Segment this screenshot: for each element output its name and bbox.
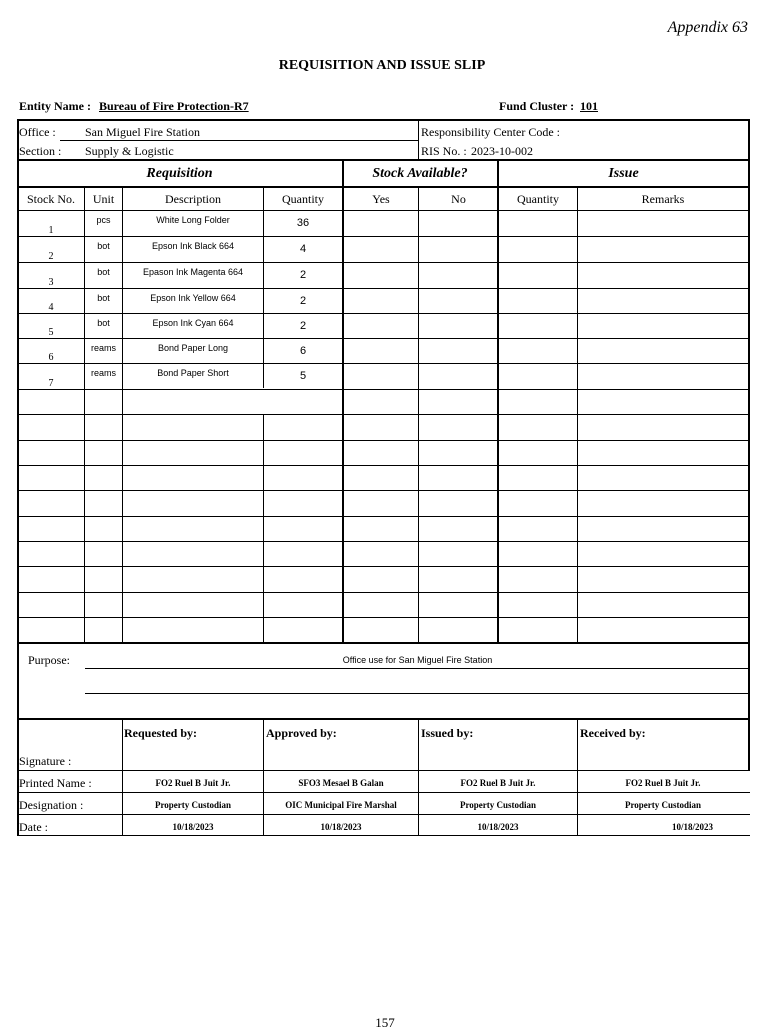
item-description: White Long Folder <box>156 215 230 225</box>
row-line <box>17 566 750 567</box>
col-line-yes-no <box>418 188 419 642</box>
col-header-quantity: Quantity <box>282 191 324 206</box>
issued-by-header: Issued by: <box>421 726 474 740</box>
form-title: REQUISITION AND ISSUE SLIP <box>278 58 486 73</box>
issue-group-header: Issue <box>608 165 639 181</box>
requested-by-name: FO2 Ruel B Juit Jr. <box>155 778 231 788</box>
item-description: Epson Ink Black 664 <box>151 241 235 251</box>
item-quantity: 4 <box>299 243 307 255</box>
stock-available-group-header: Stock Available? <box>372 165 468 181</box>
ris-label: RIS No. : <box>421 144 467 158</box>
issued-by-date: 10/18/2023 <box>477 822 519 832</box>
item-quantity: 36 <box>296 217 310 229</box>
item-unit: pcs <box>96 215 111 225</box>
received-by-header: Received by: <box>580 726 646 740</box>
signature-label: Signature : <box>19 754 72 768</box>
col-header-yes: Yes <box>372 191 390 206</box>
ris-value: 2023-10-002 <box>471 144 533 158</box>
row-line <box>17 617 750 618</box>
item-description: Epson Ink Yellow 664 <box>150 293 236 303</box>
office-label: Office : <box>19 125 56 139</box>
item-quantity: 2 <box>299 269 307 281</box>
col-line-stock-issue <box>497 161 499 642</box>
col-line-desc-qty <box>263 414 264 642</box>
issued-by-designation: Property Custodian <box>459 800 537 810</box>
responsibility-center-label: Responsibility Center Code : <box>421 125 560 139</box>
row-line <box>17 414 750 415</box>
date-row-bottom <box>17 835 750 836</box>
item-unit: bot <box>97 318 110 328</box>
item-unit: reams <box>90 368 116 378</box>
item-description: Epason Ink Magenta 664 <box>142 267 244 277</box>
page-number: 157 <box>375 1015 395 1030</box>
item-description: Epson Ink Cyan 664 <box>152 318 234 328</box>
col-header-unit: Unit <box>92 191 115 206</box>
designation-label: Designation : <box>19 798 84 812</box>
printed-name-row-bottom <box>17 792 750 793</box>
section-value: Supply & Logistic <box>85 144 174 158</box>
section-label: Section : <box>19 144 62 158</box>
issued-by-name: FO2 Ruel B Juit Jr. <box>460 778 536 788</box>
item-description: Bond Paper Short <box>157 368 229 378</box>
table-top-border <box>17 119 750 121</box>
item-stock-no: 5 <box>48 327 54 338</box>
requested-by-date: 10/18/2023 <box>172 822 214 832</box>
item-stock-no: 1 <box>48 225 54 236</box>
received-by-date: 10/18/2023 <box>671 822 713 832</box>
col-header-no: No <box>451 191 466 206</box>
item-quantity: 5 <box>299 370 307 382</box>
item-stock-no: 6 <box>48 352 54 363</box>
row-line <box>17 490 750 491</box>
item-unit: bot <box>97 267 110 277</box>
item-quantity: 2 <box>299 294 307 307</box>
item-stock-no: 3 <box>48 277 54 288</box>
item-stock-no: 2 <box>48 251 54 262</box>
approved-by-header: Approved by: <box>266 726 337 740</box>
requested-by-header: Requested by: <box>124 726 198 740</box>
appendix-label: Appendix 63 <box>667 19 748 36</box>
signatories-top-border <box>17 718 750 720</box>
row-line <box>17 440 750 441</box>
fund-cluster-label: Fund Cluster : <box>499 99 575 113</box>
item-description: Bond Paper Long <box>157 343 229 353</box>
row-line <box>17 516 750 517</box>
entity-name-label: Entity Name : <box>19 99 91 113</box>
requisition-group-header: Requisition <box>146 165 213 181</box>
item-unit: bot <box>97 293 110 303</box>
row-line <box>17 389 750 390</box>
purpose-line-1 <box>85 668 750 669</box>
date-label: Date : <box>19 820 48 834</box>
purpose-top-border <box>17 642 750 644</box>
approved-by-date: 10/18/2023 <box>320 822 362 832</box>
purpose-label: Purpose: <box>28 653 70 667</box>
col-header-remarks: Remarks <box>641 191 685 206</box>
row-line <box>17 592 750 593</box>
entity-name-value: Bureau of Fire Protection-R7 <box>99 99 249 113</box>
item-unit: bot <box>97 241 110 251</box>
office-underline <box>60 140 418 141</box>
designation-row-bottom <box>17 814 750 815</box>
col-line-requisition-stock <box>342 161 344 642</box>
item-quantity: 6 <box>299 344 307 357</box>
row-line <box>17 465 750 466</box>
item-stock-no: 7 <box>48 378 54 389</box>
item-quantity: 2 <box>299 319 307 332</box>
table-right-border <box>748 119 750 770</box>
approved-by-designation: OIC Municipal Fire Marshal <box>285 800 397 810</box>
col-header-issue-quantity: Quantity <box>517 191 559 206</box>
printed-name-label: Printed Name : <box>19 776 92 790</box>
row-line <box>17 541 750 542</box>
col-line-issueqty-remarks <box>577 188 578 642</box>
received-by-name: FO2 Ruel B Juit Jr. <box>625 778 701 788</box>
office-divider <box>418 121 419 160</box>
received-by-designation: Property Custodian <box>624 800 702 810</box>
item-unit: reams <box>90 343 116 353</box>
approved-by-name: SFO3 Mesael B Galan <box>298 778 384 788</box>
office-value: San Miguel Fire Station <box>85 125 200 139</box>
fund-cluster-value: 101 <box>580 99 598 113</box>
purpose-value: Office use for San Miguel Fire Station <box>342 655 493 665</box>
requested-by-designation: Property Custodian <box>154 800 232 810</box>
signature-row-bottom <box>17 770 750 771</box>
purpose-line-2 <box>85 693 750 694</box>
col-header-stock-no: Stock No. <box>27 191 75 206</box>
item-stock-no: 4 <box>48 302 54 313</box>
col-header-description: Description <box>165 191 221 206</box>
